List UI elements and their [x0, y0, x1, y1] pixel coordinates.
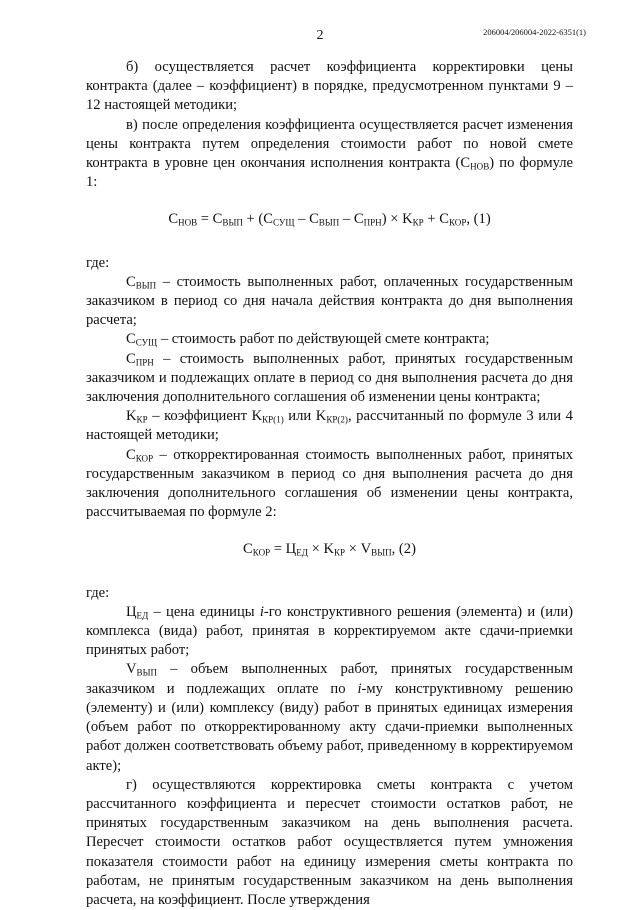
- paragraph-b: б) осуществляется расчет коэффициента корректировки цены контракта (далее – коэффициент) в порядке, предусмотренном пунктами 9 – 12 настоящей методики;: [86, 59, 573, 114]
- where-label-2: где:: [86, 584, 110, 601]
- definition-c-vyp: $C_{ВЫП}$ – стоимость выполненных работ, оплаченных государственным заказчиком в период со дня начала действия контракта до дня выполнения расчета;: [86, 273, 573, 329]
- paragraph-v: в) после определения коэффициента осуществляется расчет изменения цены контракта путем определения стоимости работ по новой смете контракта в уровне цен окончания исполнения контракта $(C_{НОВ})$ по формуле 1:: [86, 116, 573, 191]
- page-number: 2: [316, 28, 324, 43]
- paragraph-g: г) осуществляются корректировка сметы контракта с учетом рассчитанного коэффициента и пересчет стоимости остатков работ, не принятых государственным заказчиком на день выполнения расчета. Пересчет стоимости остатков работ осуществляется путем умножения показателя стоимости работ на единицу измерения сметы контракта по работам, не принятым государственным заказчиком на день выполнения расчета, на коэффициент. После утверждения: [86, 776, 573, 908]
- definition-c-prn: $C_{ПРН}$ – стоимость выполненных работ, принятых государственным заказчиком и подлежащих оплате в период со дня выполнения расчета до дня заключения дополнительного соглашения об изменении цены контракта;: [86, 350, 573, 406]
- definition-k-kr: $K_{КР}$ – коэффициент $K_{КР(1)}$ или $K_{КР(2)}$, рассчитанный по формуле 3 или 4 настоящей методики;: [86, 408, 573, 444]
- definition-v-vyp: $V_{ВЫП}$ – объем выполненных работ, принятых государственным заказчиком и подлежащих оплате по i-му конструктивному решению (элементу) и (или) комплексу (виду) работ в принятых единицах измерения (объем работ по откорректированному акту сдачи-приемки выполненных работ должен соответствовать объему работ, приведенному в корректируемом акте);: [86, 661, 574, 774]
- formula-1: $C_{НОВ} = C_{ВЫП} + (C_{СУЩ} - C_{ВЫП} - C_{ПРН}) \times K_{КР} + C_{КОР}$, (1): [168, 211, 491, 228]
- definition-ts-ed: $Ц_{ЕД}$ – цена единицы i-го конструктивного решения (элемента) и (или) комплекса (вида) работ, принятая в корректируемом акте сдачи-приемки принятых работ;: [86, 603, 573, 659]
- formula-2: $C_{КОР} = Ц_{ЕД} \times K_{КР} \times V_{ВЫП}$, (2): [243, 541, 416, 558]
- definition-c-susch: $C_{СУЩ}$ – стоимость работ по действующей смете контракта;: [126, 331, 490, 348]
- definition-c-kor: $C_{КОР}$ – откорректированная стоимость выполненных работ, принятых государственным заказчиком в период со дня выполнения расчета до дня заключения дополнительного соглашения об изменении цены контракта, рассчитываемая по формуле 2:: [86, 446, 573, 521]
- where-label-1: где:: [86, 254, 110, 271]
- document-code: 206004/206004-2022-6351(1): [483, 27, 586, 37]
- document-body: [86, 58, 573, 910]
